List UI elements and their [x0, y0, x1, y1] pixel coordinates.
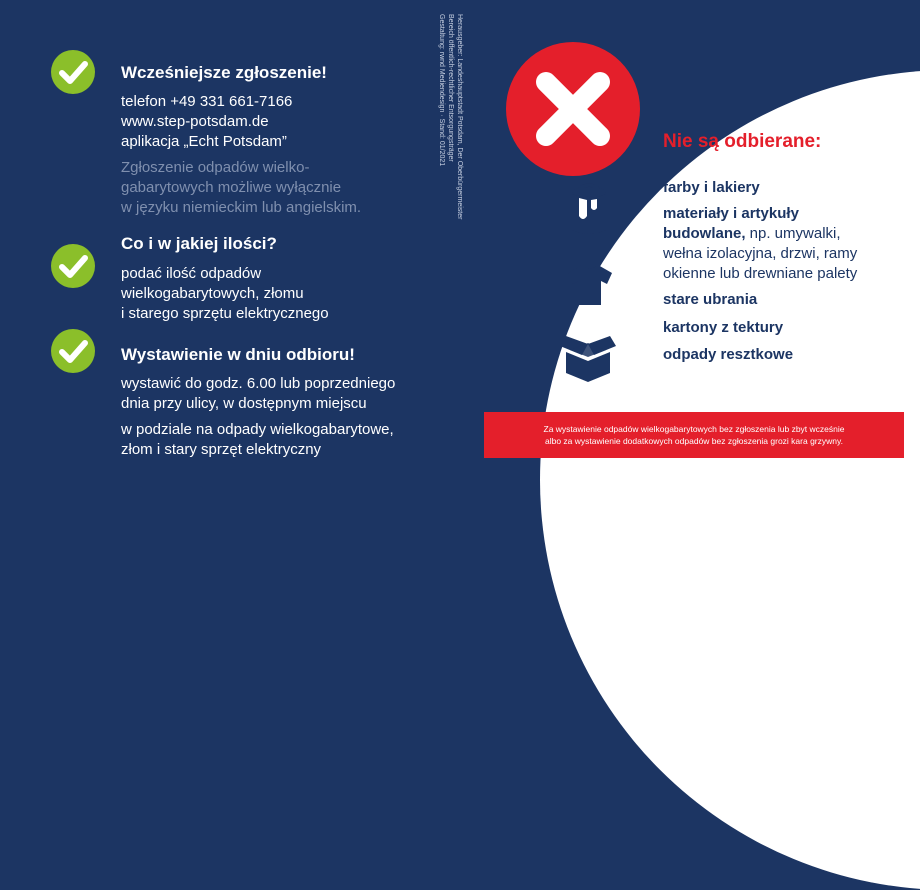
sorting-line: złom i stary sprzęt elektryczny	[121, 441, 322, 458]
section-heading-collection-day: Wystawienie w dniu odbioru!	[121, 345, 355, 364]
x-icon	[506, 42, 640, 176]
item-residual-waste: odpady resztkowe	[663, 346, 794, 363]
quantity-line: wielkogabarytowych, złomu	[121, 285, 304, 302]
language-note-line: w języku niemieckim lub angielskim.	[121, 199, 362, 216]
check-icon	[51, 50, 95, 94]
item-building-materials	[663, 204, 857, 284]
item-paints: farby i lakiery	[663, 179, 760, 196]
warning-line: albo za wystawienie dodatkowych odpadów bez zgłoszenia grozi kara grzywny.	[545, 436, 843, 446]
imprint-line: Bereich öffentlich-rechtlicher Entsorgungsträger	[447, 14, 454, 162]
building-line-bold: budowlane,	[663, 225, 746, 242]
language-note	[121, 158, 361, 218]
contact-lines	[121, 92, 292, 152]
quantity-lines	[121, 264, 329, 324]
building-line-rest: np. umywalki,	[745, 225, 841, 242]
phone-number: telefon +49 331 661-7166	[121, 93, 293, 110]
placement-line: dnia przy ulicy, w dostępnym miejscu	[121, 395, 367, 412]
quantity-line: i starego sprzętu elektrycznego	[121, 305, 329, 322]
imprint-line: Gestaltung: rwnd Mediendesign · Stand: 01/2021	[438, 14, 445, 167]
tshirt-icon	[566, 263, 614, 312]
section-heading-what-how-much: Co i w jakiej ilości?	[121, 234, 277, 253]
check-icon	[51, 329, 95, 373]
paint-bucket-icon	[569, 178, 609, 245]
app-name: aplikacja „Echt Potsdam”	[121, 133, 287, 150]
building-line: okienne lub drewniane palety	[663, 265, 858, 282]
building-line: materiały i artykuły	[663, 205, 799, 222]
placement-lines	[121, 374, 395, 414]
warning-line: Za wystawienie odpadów wielkogabarytowych bez zgłoszenia lub zbyt wcześnie	[543, 424, 845, 434]
sorting-lines	[121, 420, 394, 460]
language-note-line: gabarytowych możliwe wyłącznie	[121, 179, 342, 196]
fine-warning-banner	[484, 412, 904, 458]
imprint	[420, 14, 464, 234]
not-collected-title: Nie są odbierane:	[663, 131, 822, 152]
imprint-line: Herausgeber: Landeshauptstadt Potsdam, Der Oberbürgermeister	[456, 14, 463, 220]
item-cardboard: kartony z tektury	[663, 319, 784, 336]
check-icon	[51, 244, 95, 288]
language-note-line: Zgłoszenie odpadów wielko-	[121, 159, 310, 176]
placement-line: wystawić do godz. 6.00 lub poprzedniego	[121, 375, 396, 392]
sorting-line: w podziale na odpady wielkogabarytowe,	[121, 421, 394, 438]
cardboard-box-icon	[558, 328, 618, 389]
website-link[interactable]: www.step-potsdam.de	[121, 113, 269, 130]
section-heading-early-report: Wcześniejsze zgłoszenie!	[121, 63, 327, 82]
item-clothes: stare ubrania	[663, 291, 758, 308]
quantity-line: podać ilość odpadów	[121, 265, 262, 282]
building-line: wełna izolacyjna, drzwi, ramy	[663, 245, 858, 262]
